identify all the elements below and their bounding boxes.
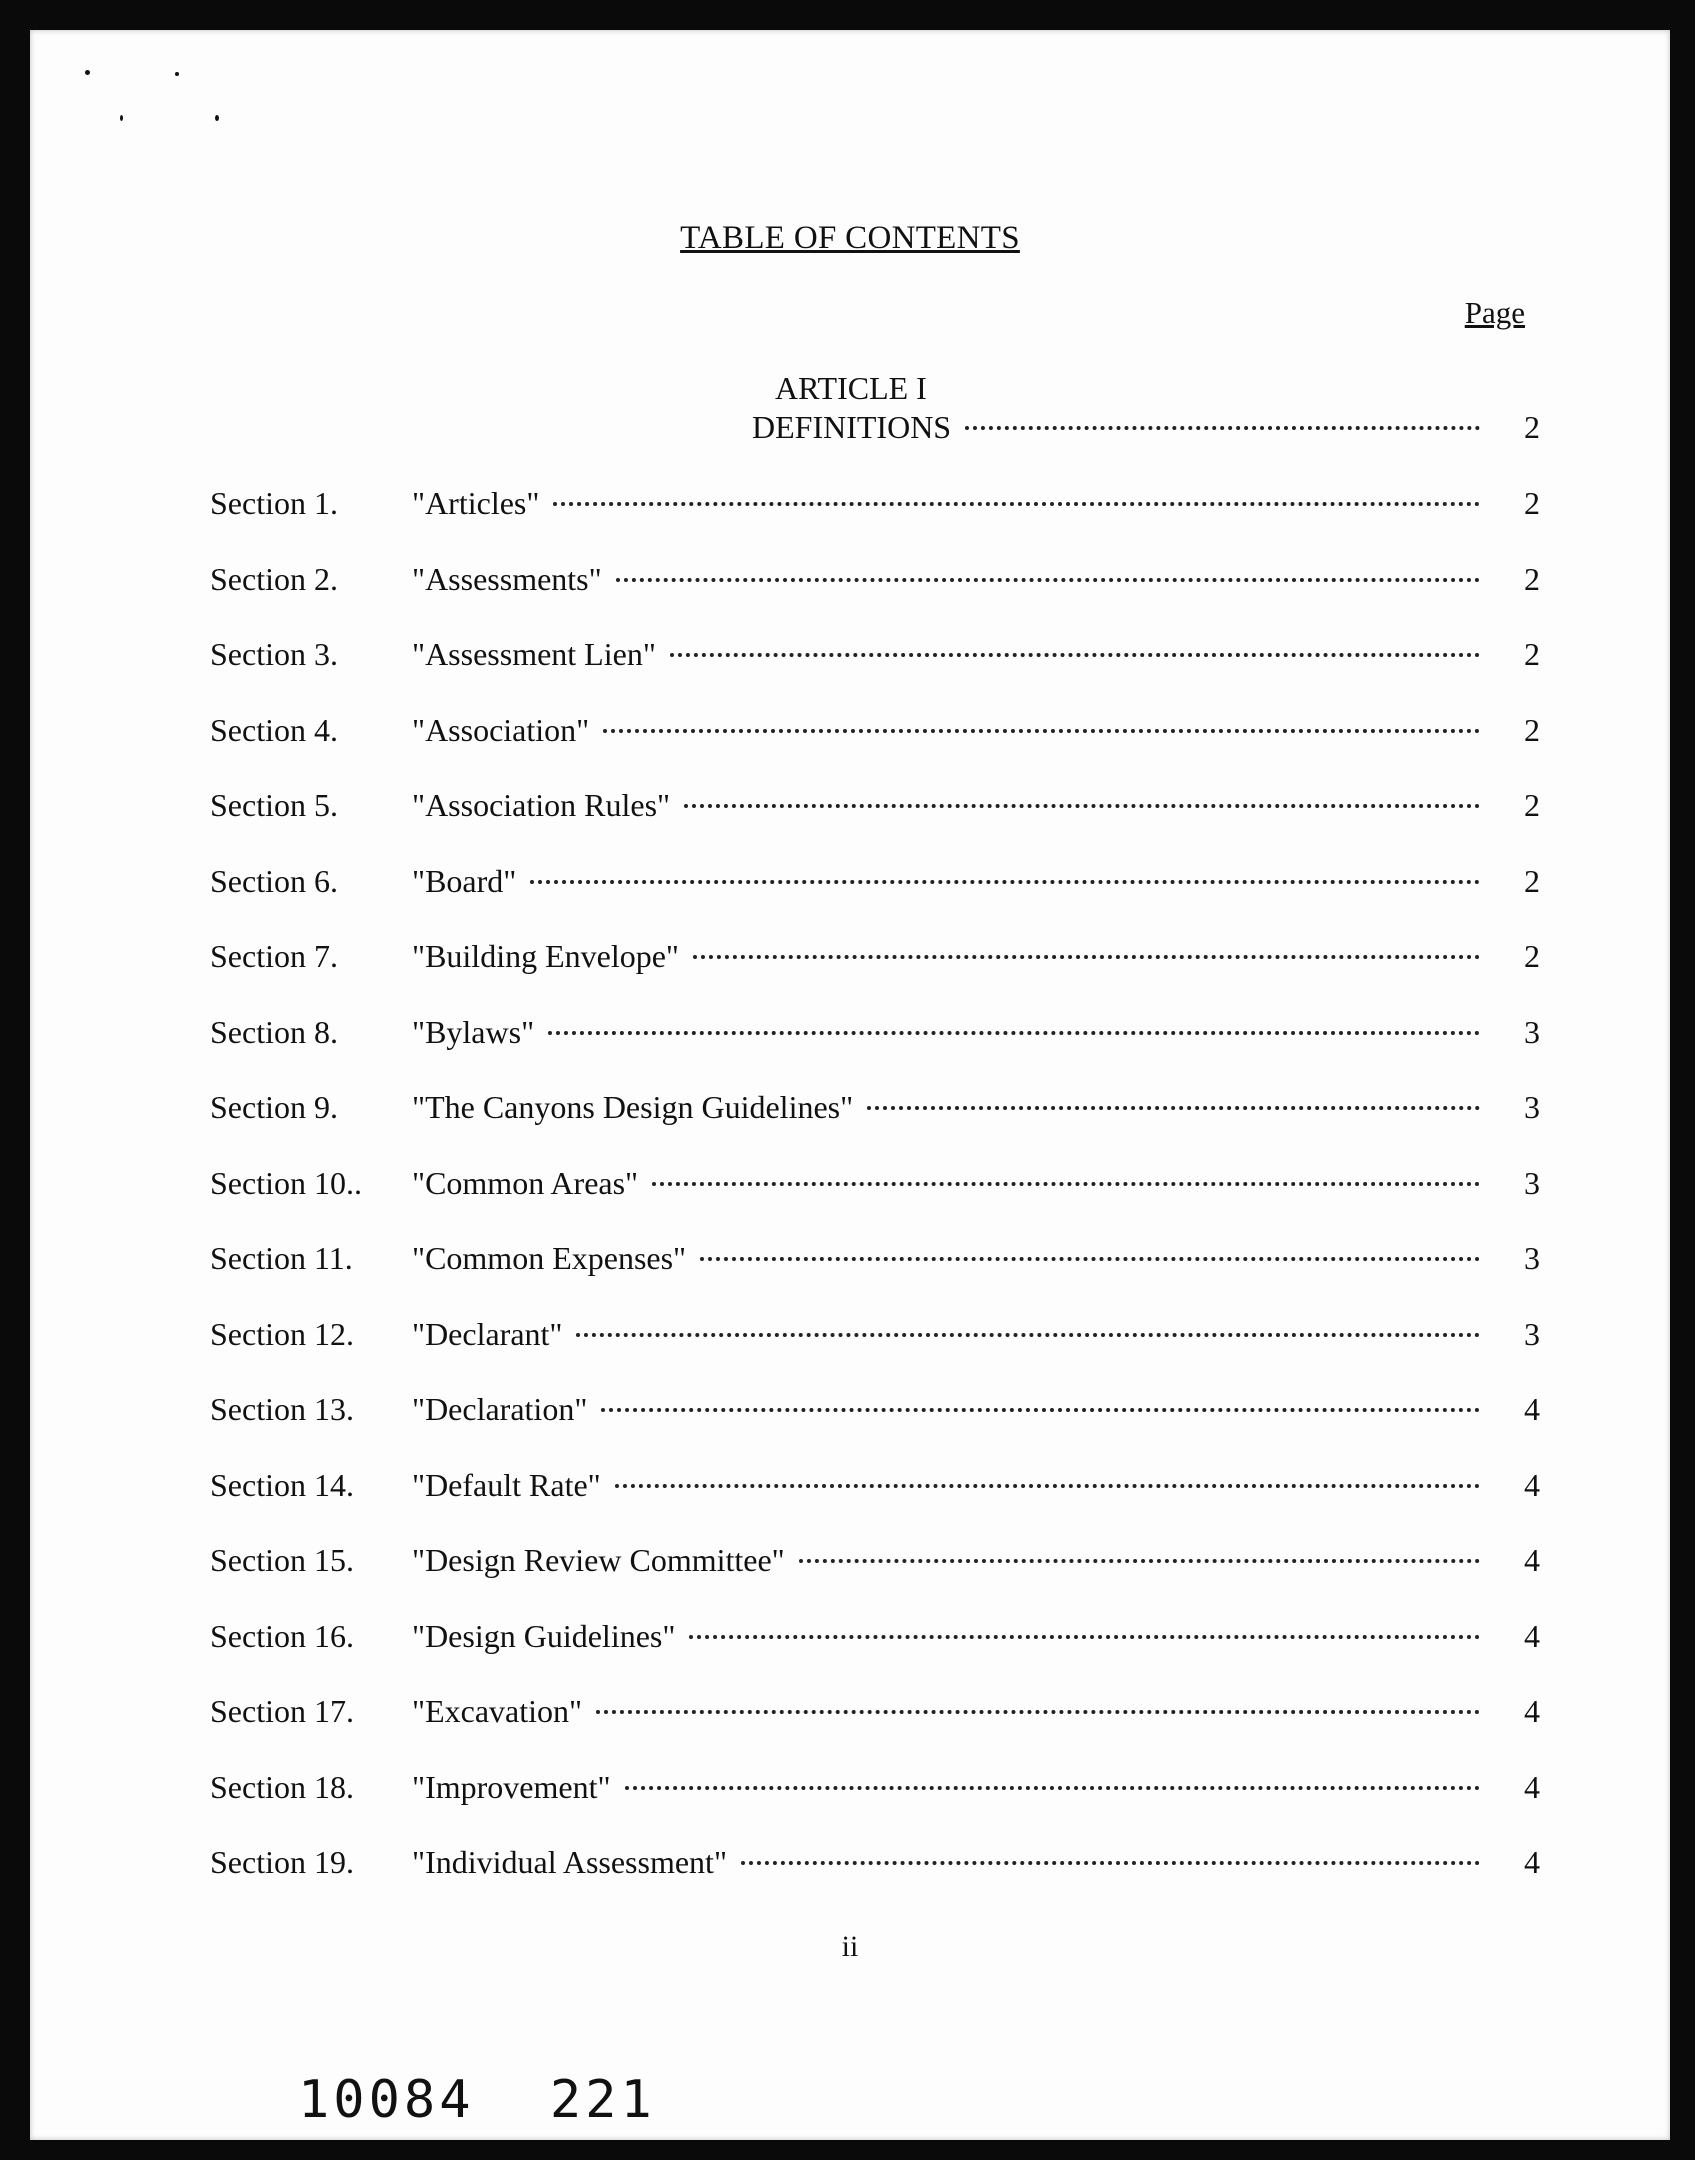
article-name: DEFINITIONS <box>752 409 952 445</box>
dot-leader <box>548 1031 1480 1035</box>
section-entry <box>412 554 1480 604</box>
section-entry <box>412 1082 1480 1132</box>
dot-leader <box>693 955 1480 959</box>
section-title: "Excavation" <box>412 1693 583 1729</box>
section-label: Section 11. <box>210 1240 353 1276</box>
dot-leader <box>530 880 1480 884</box>
document-page <box>30 30 1670 2140</box>
dot-leader <box>670 653 1480 657</box>
dot-leader <box>601 1408 1480 1412</box>
section-title: "Common Areas" <box>412 1164 639 1201</box>
section-label: Section 16. <box>210 1617 354 1654</box>
section-page: 3 <box>1524 1089 1540 1125</box>
section-title: "Assessment Lien" <box>412 636 656 672</box>
section-title: "Articles" <box>412 485 540 521</box>
toc-row <box>30 1158 1670 1208</box>
section-label: Section 4. <box>210 711 338 748</box>
dot-leader <box>799 1559 1480 1563</box>
section-title: "The Canyons Design Guidelines" <box>412 1089 854 1125</box>
section-entry <box>412 478 1480 528</box>
scan-speck <box>215 115 219 121</box>
toc-row <box>30 705 1670 755</box>
section-page: 3 <box>1524 1164 1540 1201</box>
section-title: "Board" <box>412 862 517 899</box>
section-page: 4 <box>1524 1768 1540 1805</box>
section-title: "Design Review Committee" <box>412 1542 785 1578</box>
section-title: "Association" <box>412 711 590 748</box>
toc-row <box>30 478 1670 528</box>
dot-leader <box>616 578 1480 582</box>
section-title: "Declaration" <box>412 1391 588 1427</box>
section-page: 2 <box>1524 938 1540 974</box>
toc-row <box>30 1535 1670 1585</box>
section-page: 2 <box>1524 560 1540 597</box>
footer-page-number: ii <box>841 1930 859 1963</box>
toc-row <box>30 1233 1670 1283</box>
section-page: 2 <box>1524 636 1540 672</box>
section-entry <box>412 1309 1480 1359</box>
dot-leader <box>603 729 1480 733</box>
section-page: 4 <box>1524 1466 1540 1503</box>
section-entry <box>412 1384 1480 1434</box>
section-entry <box>412 780 1480 830</box>
scan-speck <box>175 72 179 76</box>
section-page: 4 <box>1524 1542 1540 1578</box>
section-label: Section 3. <box>210 636 338 672</box>
section-label: Section 1. <box>210 485 338 521</box>
toc-row <box>30 780 1670 830</box>
section-page: 2 <box>1524 862 1540 899</box>
section-page: 3 <box>1524 1013 1540 1050</box>
section-title: "Declarant" <box>412 1315 563 1352</box>
toc-row <box>30 856 1670 906</box>
dot-leader <box>625 1786 1480 1790</box>
article-page: 2 <box>1524 409 1540 445</box>
dot-leader <box>576 1333 1480 1337</box>
section-entry <box>412 1762 1480 1812</box>
dot-leader <box>689 1635 1480 1639</box>
toc-row <box>30 931 1670 981</box>
document-stamp: 10084 221 <box>298 2070 656 2130</box>
toc-row <box>30 629 1670 679</box>
dot-leader <box>615 1484 1480 1488</box>
section-title: "Building Envelope" <box>412 938 679 974</box>
toc-row <box>30 1384 1670 1434</box>
scan-speck <box>120 115 123 121</box>
article-row <box>30 402 1670 452</box>
section-page: 3 <box>1524 1315 1540 1352</box>
section-label: Section 6. <box>210 862 338 899</box>
section-entry <box>412 1535 1480 1585</box>
dot-leader <box>741 1861 1480 1865</box>
section-title: "Common Expenses" <box>412 1240 687 1276</box>
scan-speck <box>85 70 90 75</box>
section-entry <box>412 1460 1480 1510</box>
toc-row <box>30 1686 1670 1736</box>
section-page: 2 <box>1524 485 1540 521</box>
toc-row <box>30 1460 1670 1510</box>
section-entry <box>412 1837 1480 1887</box>
section-label: Section 10.. <box>210 1164 362 1201</box>
section-page: 2 <box>1524 787 1540 823</box>
section-entry <box>412 1233 1480 1283</box>
dot-leader <box>965 426 1480 430</box>
dot-leader <box>867 1106 1480 1110</box>
dot-leader <box>553 502 1480 506</box>
section-title: "Improvement" <box>412 1768 611 1805</box>
section-label: Section 8. <box>210 1013 338 1050</box>
dot-leader <box>652 1182 1480 1186</box>
toc-row <box>30 1007 1670 1057</box>
section-label: Section 5. <box>210 787 338 823</box>
section-entry <box>412 856 1480 906</box>
page-column-header: Page <box>1464 295 1525 330</box>
section-label: Section 19. <box>210 1844 354 1880</box>
article-number: ARTICLE I <box>775 370 927 406</box>
section-entry <box>412 705 1480 755</box>
section-page: 4 <box>1524 1617 1540 1654</box>
section-page: 4 <box>1524 1844 1540 1880</box>
toc-row <box>30 1762 1670 1812</box>
section-title: "Assessments" <box>412 560 602 597</box>
dot-leader <box>684 804 1480 808</box>
section-label: Section 17. <box>210 1693 354 1729</box>
section-entry <box>412 1158 1480 1208</box>
toc-row <box>30 554 1670 604</box>
section-page: 4 <box>1524 1693 1540 1729</box>
section-title: "Design Guidelines" <box>412 1617 676 1654</box>
section-label: Section 2. <box>210 560 338 597</box>
section-page: 2 <box>1524 711 1540 748</box>
section-entry <box>412 629 1480 679</box>
section-label: Section 9. <box>210 1089 338 1125</box>
dot-leader <box>700 1257 1480 1261</box>
section-title: "Individual Assessment" <box>412 1844 727 1880</box>
section-label: Section 7. <box>210 938 338 974</box>
article-entry <box>752 402 1480 452</box>
section-label: Section 12. <box>210 1315 354 1352</box>
toc-row <box>30 1837 1670 1887</box>
section-label: Section 13. <box>210 1391 354 1427</box>
dot-leader <box>596 1710 1480 1714</box>
section-title: "Bylaws" <box>412 1013 535 1050</box>
section-page: 3 <box>1524 1240 1540 1276</box>
section-label: Section 14. <box>210 1466 354 1503</box>
toc-title: TABLE OF CONTENTS <box>680 220 1020 256</box>
toc-row <box>30 1611 1670 1661</box>
toc-row <box>30 1309 1670 1359</box>
section-entry <box>412 1686 1480 1736</box>
section-label: Section 18. <box>210 1768 354 1805</box>
section-entry <box>412 1007 1480 1057</box>
section-title: "Association Rules" <box>412 787 671 823</box>
section-entry <box>412 931 1480 981</box>
section-label: Section 15. <box>210 1542 354 1578</box>
toc-row <box>30 1082 1670 1132</box>
section-page: 4 <box>1524 1391 1540 1427</box>
section-entry <box>412 1611 1480 1661</box>
section-title: "Default Rate" <box>412 1466 601 1503</box>
